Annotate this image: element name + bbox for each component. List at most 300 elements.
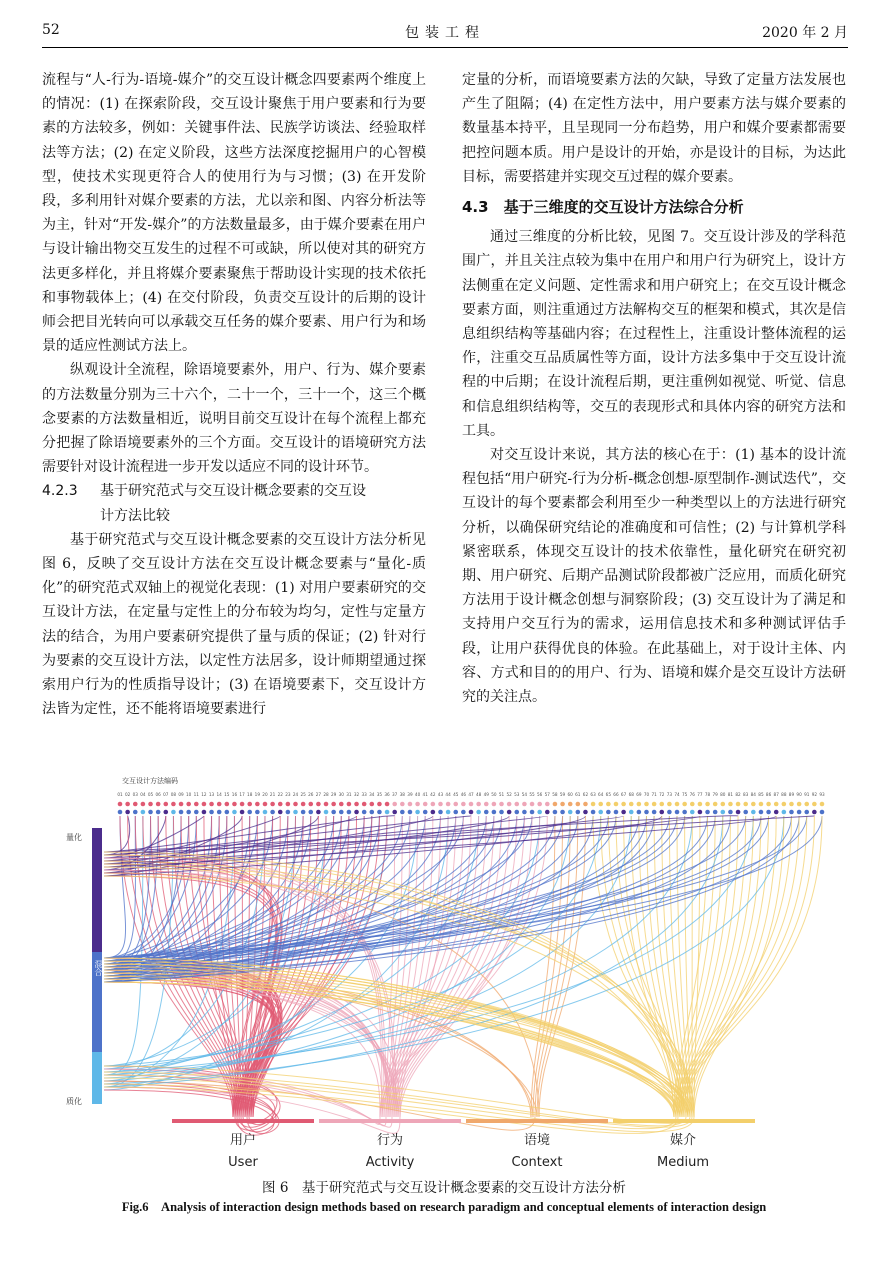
- method-code: 38: [399, 792, 405, 797]
- method-element-dot: [423, 802, 428, 807]
- method-element-dot: [690, 802, 695, 807]
- method-code: 36: [384, 792, 390, 797]
- method-paradigm-dot: [568, 810, 573, 815]
- method-paradigm-dot: [667, 810, 672, 815]
- method-paradigm-dot: [713, 810, 718, 815]
- method-paradigm-dot: [766, 810, 771, 815]
- method-code: 34: [369, 792, 375, 797]
- method-element-dot: [545, 802, 550, 807]
- method-paradigm-dot: [789, 810, 794, 815]
- method-code: 78: [704, 792, 711, 797]
- method-element-dot: [133, 802, 138, 807]
- method-code: 39: [407, 792, 413, 797]
- method-code: 20: [262, 792, 268, 797]
- method-element-dot: [804, 802, 809, 807]
- method-paradigm-dot: [225, 810, 230, 815]
- method-code: 71: [651, 792, 657, 797]
- method-code: 35: [376, 792, 383, 797]
- method-element-dot: [514, 802, 519, 807]
- method-element-dot: [789, 802, 794, 807]
- element-label-context: [472, 1130, 602, 1174]
- method-code: 54: [521, 792, 528, 797]
- method-element-dot: [431, 802, 436, 807]
- method-element-dot: [705, 802, 710, 807]
- link-curves: [104, 816, 822, 1135]
- method-paradigm-dot: [530, 810, 535, 815]
- method-element-dot: [759, 802, 764, 807]
- method-paradigm-dot: [362, 810, 367, 815]
- method-paradigm-dot: [682, 810, 687, 815]
- method-code: 31: [346, 792, 352, 797]
- method-code: 55: [529, 792, 535, 797]
- method-paradigm-dot: [217, 810, 222, 815]
- method-element-dot: [362, 802, 367, 807]
- method-paradigm-dot: [583, 810, 588, 815]
- method-code: 58: [552, 792, 558, 797]
- method-paradigm-dot: [469, 810, 474, 815]
- figure-6: [66, 776, 840, 1176]
- method-code: 47: [468, 792, 474, 797]
- method-element-dot: [225, 802, 230, 807]
- method-element-dot: [644, 802, 649, 807]
- method-paradigm-dot: [392, 810, 397, 815]
- method-element-dot: [347, 802, 352, 807]
- method-code: 72: [659, 792, 665, 797]
- method-element-dot: [675, 802, 680, 807]
- method-code: 43: [437, 792, 444, 797]
- method-paradigm-dot: [141, 810, 146, 815]
- method-element-dot: [530, 802, 535, 807]
- method-to-element-link: [647, 816, 681, 1117]
- method-element-dot: [217, 802, 222, 807]
- method-element-dot: [186, 802, 191, 807]
- method-element-dot: [751, 802, 756, 807]
- method-paradigm-dot: [629, 810, 634, 815]
- method-element-dot: [308, 802, 313, 807]
- method-paradigm-dot: [537, 810, 542, 815]
- method-paradigm-dot: [476, 810, 481, 815]
- figure-caption-zh: 图 6 基于研究范式与交互设计概念要素的交互设计方法分析: [262, 1180, 626, 1196]
- method-code: 02: [124, 792, 131, 797]
- method-paradigm-dot: [202, 810, 207, 815]
- method-element-dot: [652, 802, 657, 807]
- method-element-dot: [278, 802, 283, 807]
- method-paradigm-dot: [453, 810, 458, 815]
- method-paradigm-dot: [797, 810, 802, 815]
- method-paradigm-dot: [347, 810, 352, 815]
- method-code: 23: [285, 792, 291, 797]
- method-element-dot: [721, 802, 726, 807]
- method-paradigm-dot: [492, 810, 497, 815]
- method-code: 87: [773, 792, 779, 797]
- method-element-dot: [377, 802, 382, 807]
- method-paradigm-dot: [423, 810, 428, 815]
- method-paradigm-dot: [431, 810, 436, 815]
- issue-date: 2020 年 2 月: [762, 25, 848, 41]
- method-code: 74: [674, 792, 680, 797]
- method-element-dot: [156, 802, 161, 807]
- method-code: 84: [750, 792, 756, 797]
- left-paragraph-3: 基于研究范式与交互设计概念要素的交互设计方法分析见图 6，反映了交互设计方法在交互设计概念要素与“量化-质化”的研究范式双轴上的视觉化表现：(1) 对用户要素研究的交互设计方法，在定量与定性上的分布较为均匀，定性与定量方法的结合，为用户要素研究提供了量与质的保证；(2) 针对行为要素的交互设计方法，以定性方法居多，设计师期望通过探索用户行为的性质指导设计；(3) 在语境要素下，交互设计方法皆为定性，还不能将语境要素进行: [42, 531, 426, 718]
- method-paradigm-dot: [163, 810, 168, 815]
- method-element-dot: [202, 802, 207, 807]
- method-code: 66: [613, 792, 619, 797]
- method-element-dot: [370, 802, 375, 807]
- method-element-dot: [125, 802, 130, 807]
- method-paradigm-dot: [698, 810, 703, 815]
- method-paradigm-dot: [377, 810, 382, 815]
- method-element-dot: [392, 802, 397, 807]
- left-column: [42, 68, 426, 721]
- method-element-dot: [263, 802, 268, 807]
- method-element-dot: [591, 802, 596, 807]
- method-code: 81: [727, 792, 734, 797]
- right-paragraph-1: 定量的分析，而语境要素方法的欠缺，导致了定量方法发展也产生了阻隔；(4) 在定性方法中，用户要素方法与媒介要素的数量基本持平，且呈现同一分布趋势，用户和媒介要素都需要把控问题本质。用户是设计的开始，亦是设计的目标，为达此目标，需要搭建并实现交互过程的媒介要素。: [462, 72, 846, 185]
- method-paradigm-dot: [728, 810, 733, 815]
- method-element-dot: [614, 802, 619, 807]
- method-code: 57: [544, 792, 550, 797]
- method-element-dot: [118, 802, 123, 807]
- method-element-dot: [179, 802, 184, 807]
- method-element-dot: [507, 802, 512, 807]
- element-label-medium-en: Medium: [657, 1155, 709, 1170]
- page-header: [42, 22, 848, 44]
- method-element-dot: [522, 802, 527, 807]
- method-code: 77: [697, 792, 703, 797]
- method-element-dot: [629, 802, 634, 807]
- method-paradigm-dot: [705, 810, 710, 815]
- method-paradigm-dot: [293, 810, 298, 815]
- element-bar: [319, 1119, 461, 1123]
- method-code: 49: [483, 792, 489, 797]
- method-element-dot: [339, 802, 344, 807]
- method-element-dot: [453, 802, 458, 807]
- method-code: 89: [788, 792, 795, 797]
- method-paradigm-dot: [278, 810, 283, 815]
- method-paradigm-dot: [514, 810, 519, 815]
- element-label-user-en: User: [228, 1155, 258, 1170]
- method-to-paradigm-link: [104, 816, 126, 958]
- method-code: 18: [247, 792, 253, 797]
- method-element-dot: [270, 802, 275, 807]
- method-code: 60: [567, 792, 573, 797]
- method-paradigm-dot: [721, 810, 726, 815]
- method-paradigm-dot: [736, 810, 741, 815]
- parallel-sets-chart: [80, 776, 840, 1176]
- method-paradigm-dot: [186, 810, 191, 815]
- method-element-dot: [560, 802, 565, 807]
- method-code: 15: [224, 792, 230, 797]
- method-to-element-link: [400, 816, 532, 1117]
- method-element-dot: [736, 802, 741, 807]
- method-code: 45: [453, 792, 459, 797]
- method-paradigm-dot: [820, 810, 825, 815]
- method-code: 50: [491, 792, 497, 797]
- method-paradigm-dot: [637, 810, 642, 815]
- method-element-dot: [293, 802, 298, 807]
- method-element-dot: [286, 802, 291, 807]
- method-code: 68: [628, 792, 634, 797]
- method-code: 41: [422, 792, 428, 797]
- method-element-dot: [438, 802, 443, 807]
- method-element-dot: [171, 802, 176, 807]
- method-element-dot: [537, 802, 542, 807]
- right-paragraph-2: 通过三维度的分析比较，见图 7。交互设计涉及的学科范围广，并且关注点较为集中在用户和用户行为研究上，设计方法侧重在定义问题、定性需求和用户研究上；在交互设计概念要素方面，则注重通过方法解构交互的框架和模式，其次是信息组织结构等基础内容；在过程性上，注重设计整体流程的运作，注重交互品质属性等方面，设计方法多集中于交互设计流程的中后期；在设计流程后期，更注重例如视觉、听觉、信息和信息组织结构等，交互的表现形式和具体内容的研究方法和工具。: [462, 229, 846, 439]
- method-code: 21: [269, 792, 276, 797]
- method-element-dot: [743, 802, 748, 807]
- method-paradigm-dot: [598, 810, 603, 815]
- method-element-dot: [682, 802, 687, 807]
- method-paradigm-dot: [804, 810, 809, 815]
- element-label-medium: [618, 1130, 748, 1174]
- method-paradigm-dot: [812, 810, 817, 815]
- method-paradigm-dot: [415, 810, 420, 815]
- method-element-dot: [484, 802, 489, 807]
- method-paradigm-dot: [156, 810, 161, 815]
- method-element-dot: [247, 802, 252, 807]
- method-code: 82: [735, 792, 741, 797]
- method-paradigm-dot: [240, 810, 245, 815]
- method-code: 06: [155, 792, 161, 797]
- method-element-dot: [606, 802, 611, 807]
- method-element-dot: [797, 802, 802, 807]
- method-code: 04: [140, 792, 146, 797]
- method-element-dot: [713, 802, 718, 807]
- method-code: 69: [636, 792, 642, 797]
- method-element-dot: [812, 802, 817, 807]
- method-paradigm-dot: [484, 810, 489, 815]
- method-paradigm-dot: [644, 810, 649, 815]
- method-paradigm-dot: [286, 810, 291, 815]
- method-element-dot: [820, 802, 825, 807]
- method-code: 90: [796, 792, 802, 797]
- method-code: 61: [575, 792, 581, 797]
- method-paradigm-dot: [743, 810, 748, 815]
- method-code: 63: [590, 792, 596, 797]
- method-paradigm-dot: [782, 810, 787, 815]
- method-paradigm-dot: [499, 810, 504, 815]
- method-paradigm-dot: [545, 810, 550, 815]
- method-code: 37: [392, 792, 398, 797]
- method-code: 44: [445, 792, 451, 797]
- method-paradigm-dot: [354, 810, 359, 815]
- method-element-dot: [301, 802, 306, 807]
- method-paradigm-dot: [690, 810, 695, 815]
- method-code: 56: [537, 792, 543, 797]
- method-element-dot: [324, 802, 329, 807]
- method-code: 52: [506, 792, 512, 797]
- method-element-dot: [209, 802, 214, 807]
- method-paradigm-dot: [553, 810, 558, 815]
- method-element-dot: [194, 802, 199, 807]
- axis-label-qual: 质化: [66, 1097, 82, 1106]
- method-element-dot: [637, 802, 642, 807]
- method-paradigm-dot: [507, 810, 512, 815]
- method-paradigm-dot: [606, 810, 611, 815]
- method-code: 25: [300, 792, 306, 797]
- method-element-dot: [461, 802, 466, 807]
- method-code: 48: [475, 792, 482, 797]
- method-code: 07: [163, 792, 169, 797]
- method-element-dot: [583, 802, 588, 807]
- axis-label-quant: 量化: [66, 833, 82, 842]
- section-heading-4-3: 4.3 基于三维度的交互设计方法综合分析: [462, 198, 744, 217]
- method-element-dot: [698, 802, 703, 807]
- element-label-activity: [325, 1130, 455, 1174]
- method-code: 17: [239, 792, 245, 797]
- method-element-dot: [255, 802, 260, 807]
- header-rule: [42, 47, 848, 48]
- method-paradigm-dot: [774, 810, 779, 815]
- element-label-user: [178, 1130, 308, 1174]
- method-code: 03: [132, 792, 138, 797]
- method-code: 05: [147, 792, 154, 797]
- method-code: 29: [330, 792, 337, 797]
- method-code: 40: [414, 792, 421, 797]
- method-paradigm-dot: [133, 810, 138, 815]
- method-code: 13: [208, 792, 215, 797]
- method-paradigm-dot: [247, 810, 252, 815]
- method-element-dot: [667, 802, 672, 807]
- method-code: 91: [804, 792, 810, 797]
- method-paradigm-dot: [263, 810, 268, 815]
- method-element-dot: [476, 802, 481, 807]
- right-column: [462, 68, 846, 709]
- method-code: 80: [720, 792, 726, 797]
- axis-label-mixed: 混合: [94, 960, 103, 976]
- method-element-dot: [728, 802, 733, 807]
- method-code: 62: [582, 792, 589, 797]
- method-paradigm-dot: [560, 810, 565, 815]
- element-bar: [613, 1119, 755, 1123]
- method-paradigm-dot: [339, 810, 344, 815]
- method-paradigm-dot: [614, 810, 619, 815]
- method-element-dot: [232, 802, 237, 807]
- method-element-dot: [766, 802, 771, 807]
- element-bar: [172, 1119, 314, 1123]
- section-title-line-1: 基于研究范式与交互设计概念要素的交互设: [100, 483, 366, 500]
- method-code: 19: [254, 792, 261, 797]
- method-paradigm-dot: [171, 810, 176, 815]
- method-code: 88: [781, 792, 787, 797]
- right-paragraph-3: 对交互设计来说，其方法的核心在于：(1) 基本的设计流程包括“用户研究-行为分析-概念创想-原型制作-测试迭代”，交互设计的每个要素都会利用至少一种类型以上的方法进行研究分析，以确保研究结论的准确度和可信性；(2) 与计算机学科紧密联系，体现交互设计的技术依靠性，量化研究在研究初期、用户研究、后期产品测试阶段都被广泛应用，而质化研究方法用于设计概念创想与洞察阶段；(3) 交互设计为了满足和支持用户交互行为的需求，运用信息技术和多种测试评估手段，让用户获得优良的体验。在此基础上，对于设计主体、内容、方式和目的的用户、行为、语境和媒介是交互设计方法研究的关注点。: [462, 447, 846, 706]
- method-code: 70: [643, 792, 650, 797]
- method-paradigm-dot: [408, 810, 413, 815]
- method-code: 85: [758, 792, 764, 797]
- method-paradigm-dot: [232, 810, 237, 815]
- method-element-dot: [163, 802, 168, 807]
- method-element-dot: [553, 802, 558, 807]
- chart-title: 交互设计方法编码: [122, 777, 178, 785]
- method-element-dot: [782, 802, 787, 807]
- method-code: 01: [117, 792, 123, 797]
- method-element-dot: [240, 802, 245, 807]
- method-paradigm-dot: [759, 810, 764, 815]
- method-code: 22: [277, 792, 283, 797]
- element-label-activity-en: Activity: [365, 1155, 415, 1170]
- method-element-dot: [598, 802, 603, 807]
- method-code: 11: [193, 792, 199, 797]
- method-code: 08: [170, 792, 177, 797]
- method-paradigm-dot: [255, 810, 260, 815]
- method-paradigm-dot: [316, 810, 321, 815]
- figure-caption-en: Fig.6 Analysis of interaction design methods based on research paradigm and conceptual elements of interaction design: [121, 1200, 767, 1214]
- method-element-dot: [331, 802, 336, 807]
- method-element-dot: [499, 802, 504, 807]
- method-paradigm-dot: [385, 810, 390, 815]
- method-element-dot: [354, 802, 359, 807]
- method-paradigm-dot: [118, 810, 123, 815]
- method-code: 65: [605, 792, 612, 797]
- method-to-paradigm-link: [104, 816, 130, 855]
- method-code: 93: [819, 792, 825, 797]
- method-element-dot: [621, 802, 626, 807]
- element-label-activity-zh: 行为: [376, 1133, 403, 1148]
- page-number: 52: [42, 22, 60, 38]
- method-paradigm-dot: [308, 810, 313, 815]
- method-paradigm-dot: [324, 810, 329, 815]
- method-to-paradigm-link: [104, 816, 135, 964]
- method-element-dot: [148, 802, 153, 807]
- method-paradigm-dot: [675, 810, 680, 815]
- method-code: 14: [216, 792, 222, 797]
- section-number: 4.2.3: [42, 483, 78, 500]
- method-element-dot: [141, 802, 146, 807]
- method-code: 09: [178, 792, 184, 797]
- method-element-dot: [774, 802, 779, 807]
- element-label-user-zh: 用户: [229, 1133, 256, 1148]
- method-code: 42: [430, 792, 436, 797]
- method-paradigm-dot: [370, 810, 375, 815]
- method-code: 30: [338, 792, 344, 797]
- left-paragraph-1: 流程与“人-行为-语境-媒介”的交互设计概念四要素两个维度上的情况：(1) 在探索阶段，交互设计聚焦于用户要素和行为要素的方法较多，例如：关键事件法、民族学访谈法、经验取样法等方法；(2) 在定义阶段，这些方法深度挖掘用户的心智模型，使技术实现更符合人的使用行为与习惯；(3) 在开发阶段，多利用针对媒介要素的方法，尤以亲和图、内容分析法等为主，针对“开发-媒介”的方法数量最多，由于媒介要素在用户与设计输出物交互发生的过程不可或缺，所以使对其的研究方法更多样化，并且将媒介要素聚焦于帮助设计实现的技术依托和事物载体上；(4) 在交付阶段，负责交互设计的后期的设计师会把目光转向可以承载交互任务的媒介要素、用户行为和场景的适应性测试方法上。: [42, 72, 426, 355]
- element-label-medium-zh: 媒介: [669, 1133, 696, 1148]
- method-code: 59: [559, 792, 566, 797]
- method-code: 83: [743, 792, 749, 797]
- paradigm-bar: [92, 828, 102, 952]
- section-heading-4-2-3: [42, 479, 426, 527]
- method-code: 51: [498, 792, 505, 797]
- method-code: 12: [201, 792, 207, 797]
- method-paradigm-dot: [270, 810, 275, 815]
- method-element-dot: [446, 802, 451, 807]
- method-code: 73: [666, 792, 673, 797]
- method-to-element-link: [535, 816, 570, 1117]
- method-element-dot: [469, 802, 474, 807]
- method-code: 24: [292, 792, 299, 797]
- method-element-dot: [408, 802, 413, 807]
- journal-title: 包装工程: [405, 25, 485, 41]
- method-paradigm-dot: [522, 810, 527, 815]
- method-code: 86: [765, 792, 772, 797]
- method-paradigm-dot: [446, 810, 451, 815]
- method-code: 79: [712, 792, 718, 797]
- method-element-dot: [316, 802, 321, 807]
- method-paradigm-dot: [751, 810, 756, 815]
- method-code: 32: [353, 792, 360, 797]
- method-paradigm-dot: [209, 810, 214, 815]
- method-code: 16: [231, 792, 238, 797]
- method-element-dot: [385, 802, 390, 807]
- method-code: 75: [681, 792, 688, 797]
- method-paradigm-dot: [194, 810, 199, 815]
- method-paradigm-dot: [461, 810, 466, 815]
- method-code: 33: [361, 792, 367, 797]
- method-paradigm-dot: [148, 810, 153, 815]
- method-code: 46: [460, 792, 467, 797]
- method-element-dot: [492, 802, 497, 807]
- method-element-dot: [659, 802, 664, 807]
